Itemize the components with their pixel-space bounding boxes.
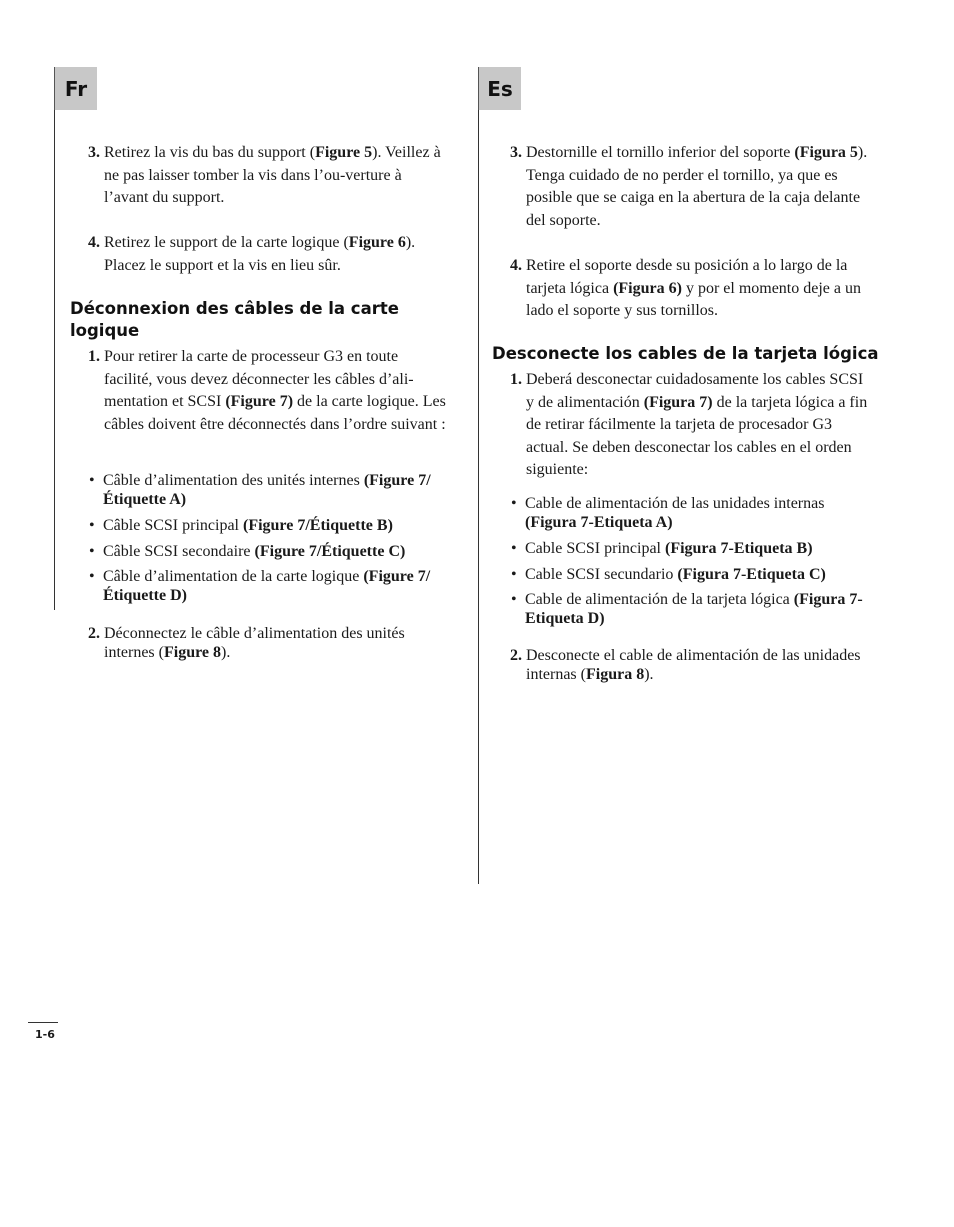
language-tab-label: Fr — [64, 76, 88, 101]
step-text: Retirez le support de la carte logique (Figure 6). Placez le support et la vis en lieu sûr. — [104, 234, 416, 274]
fr-bullet-4: • Câble d’alimentation de la carte logique (Figure 7/Étiquette D) — [89, 568, 431, 604]
step-text: Deberá desconectar cuidadosamente los cables SCSI y de alimentación (Figura 7) de la tarjeta lógica a fin de retirar fácilmente la tarjeta de procesador G3 actual. Se deben desconectar los cables en el orden siguiente: — [526, 371, 868, 478]
step-number: 3. — [88, 144, 100, 161]
step-text: Déconnectez le câble d’alimentation des unités internes (Figure 8). — [104, 625, 405, 661]
es-step-3 — [492, 142, 868, 232]
es-bullet-1: • Cable de alimentación de las unidades internas (Figura 7-Etiqueta A) — [511, 495, 825, 531]
language-tab-label: Es — [487, 76, 513, 101]
step-number: 1. — [510, 371, 522, 388]
fr-step-1 — [70, 346, 450, 436]
fr-step-4 — [70, 232, 450, 277]
es-step-4 — [492, 255, 868, 323]
step-number: 1. — [88, 348, 100, 365]
footer-rule — [28, 1022, 58, 1023]
fr-bullet-2: • Câble SCSI principal (Figure 7/Étiquette B) — [89, 517, 393, 534]
step-number: 4. — [88, 234, 100, 251]
fr-bullet-3: • Câble SCSI secondaire (Figure 7/Étiquette C) — [89, 543, 406, 560]
language-tab-es — [478, 67, 521, 110]
es-bullet-2: • Cable SCSI principal (Figura 7-Etiqueta B) — [511, 540, 813, 557]
language-tab-fr — [54, 67, 97, 110]
step-number: 4. — [510, 257, 522, 274]
es-step-1 — [492, 369, 868, 482]
column-rule-es — [478, 110, 479, 884]
fr-section-heading: Déconnexion des câbles de la carte logique — [70, 299, 399, 340]
es-bullet-4: • Cable de alimentación de la tarjeta lógica (Figura 7-Etiqueta D) — [511, 591, 863, 627]
step-text: Desconecte el cable de alimentación de las unidades internas (Figura 8). — [526, 647, 861, 683]
step-number: 2. — [88, 625, 100, 642]
es-bullet-3: • Cable SCSI secundario (Figura 7-Etiqueta C) — [511, 566, 826, 583]
fr-step-2 — [70, 624, 450, 662]
es-step-2 — [492, 646, 868, 684]
es-section-heading: Desconecte los cables de la tarjeta lógica — [492, 344, 879, 363]
step-text: Destornille el tornillo inferior del soporte (Figura 5). Tenga cuidado de no perder el tornillo, ya que es posible que se caiga en la abertura de la caja delante del soporte. — [526, 144, 868, 229]
step-number: 2. — [510, 647, 522, 664]
step-text: Retirez la vis du bas du support (Figure 5). Veillez à ne pas laisser tomber la vis dans l’ou-verture à l’avant du support. — [104, 144, 441, 206]
column-rule-fr — [54, 110, 55, 610]
step-number: 3. — [510, 144, 522, 161]
fr-step-3 — [70, 142, 450, 210]
page-number: 1-6 — [35, 1028, 55, 1041]
fr-bullet-1: • Câble d’alimentation des unités internes (Figure 7/Étiquette A) — [89, 472, 431, 508]
step-text: Pour retirer la carte de processeur G3 en toute facilité, vous devez déconnecter les câbles d’ali-mentation et SCSI (Figure 7) de la carte logique. Les câbles doivent être déconnectés dans l’ordre suivant : — [104, 348, 446, 433]
step-text: Retire el soporte desde su posición a lo largo de la tarjeta lógica (Figura 6) y por el momento deje a un lado el soporte y sus tornillos. — [526, 257, 861, 319]
